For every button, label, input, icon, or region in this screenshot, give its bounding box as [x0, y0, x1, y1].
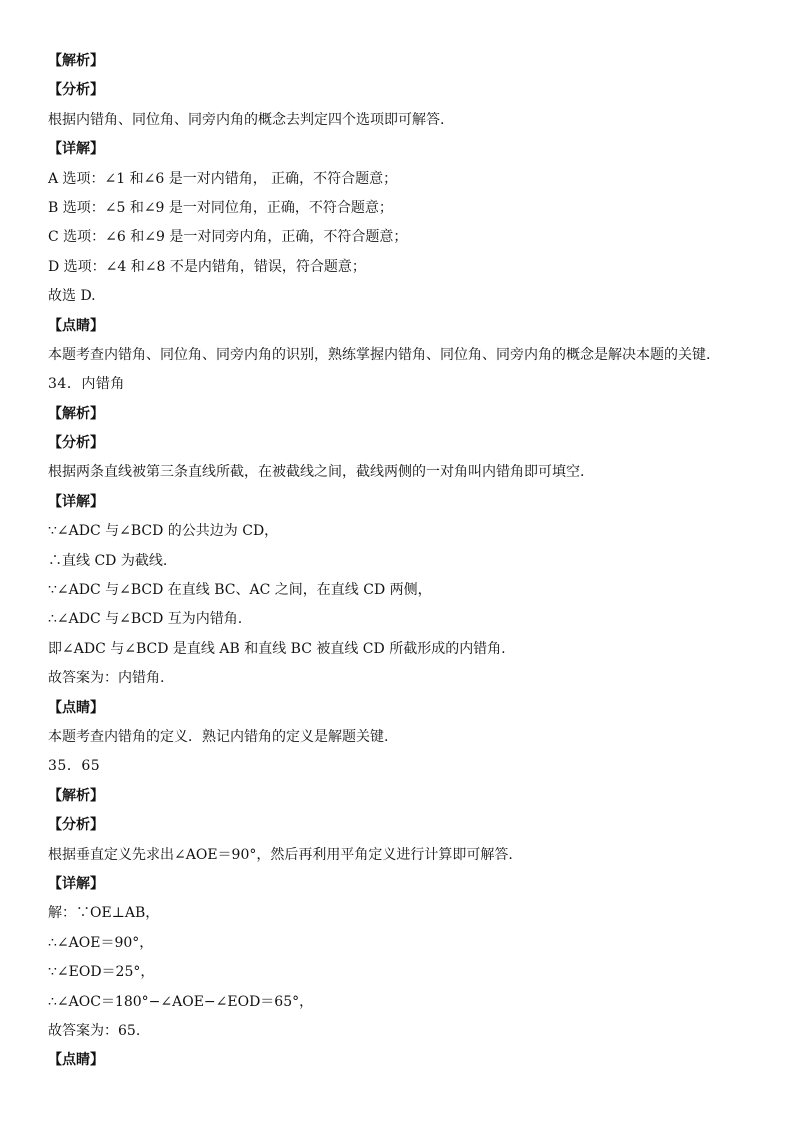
text-line: ∵∠EOD＝25°，: [48, 964, 155, 981]
text-line: 本题考查内错角的定义．熟记内错角的定义是解题关键.: [48, 728, 389, 745]
section-tag: 【解析】: [48, 405, 104, 422]
question-answer-heading: 34．内错角: [48, 376, 125, 393]
section-tag: 【分析】: [48, 817, 104, 834]
text-line: B 选项：∠5 和∠9 是一对同位角，正确，不符合题意；: [48, 199, 393, 216]
section-tag: 【解析】: [48, 53, 104, 69]
text-line: 根据两条直线被第三条直线所截，在被截线之间，截线两侧的一对角叫内错角即可填空.: [48, 464, 585, 481]
text-line: ∴直线 CD 为截线.: [48, 552, 168, 569]
section-tag: 【点睛】: [48, 699, 104, 716]
text-line: 本题考查内错角、同位角、同旁内角的识别，熟练掌握内错角、同位角、同旁内角的概念是解决本题的关键.: [48, 346, 711, 363]
text-line: ∴∠AOC＝180°−∠AOE−∠EOD＝65°，: [48, 993, 314, 1010]
text-line: C 选项：∠6 和∠9 是一对同旁内角，正确，不符合题意；: [48, 229, 408, 246]
text-line: 解：∵OE⊥AB，: [48, 905, 160, 922]
section-tag: 【解析】: [48, 787, 104, 804]
text-line: 故答案为：内错角.: [48, 670, 165, 687]
question-answer-heading: 35．65: [48, 758, 101, 775]
text-line: 即∠ADC 与∠BCD 是直线 AB 和直线 BC 被直线 CD 所截形成的内错角.: [48, 640, 506, 657]
section-tag: 【分析】: [48, 82, 104, 99]
section-tag: 【详解】: [48, 141, 104, 158]
section-tag: 【点睛】: [48, 317, 104, 334]
text-line: 故答案为：65.: [48, 1022, 141, 1039]
section-tag: 【详解】: [48, 493, 104, 510]
text-line: A 选项：∠1 和∠6 是一对内错角， 正确，不符合题意；: [48, 170, 398, 187]
text-line: ∵∠ADC 与∠BCD 的公共边为 CD，: [48, 523, 279, 540]
text-line: 根据内错角、同位角、同旁内角的概念去判定四个选项即可解答.: [48, 111, 445, 128]
text-line: D 选项：∠4 和∠8 不是内错角，错误，符合题意；: [48, 258, 366, 275]
section-tag: 【点睛】: [48, 1052, 104, 1069]
section-tag: 【分析】: [48, 435, 104, 452]
text-line: ∴∠ADC 与∠BCD 互为内错角.: [48, 611, 243, 628]
text-line: 故选 D.: [48, 288, 96, 305]
document-page: [48, 47, 768, 1076]
text-line: ∴∠AOE＝90°，: [48, 934, 154, 951]
text-line: ∵∠ADC 与∠BCD 在直线 BC、AC 之间，在直线 CD 两侧，: [48, 582, 432, 599]
section-tag: 【详解】: [48, 875, 104, 892]
text-line: 根据垂直定义先求出∠AOE＝90°，然后再利用平角定义进行计算即可解答.: [48, 846, 513, 863]
